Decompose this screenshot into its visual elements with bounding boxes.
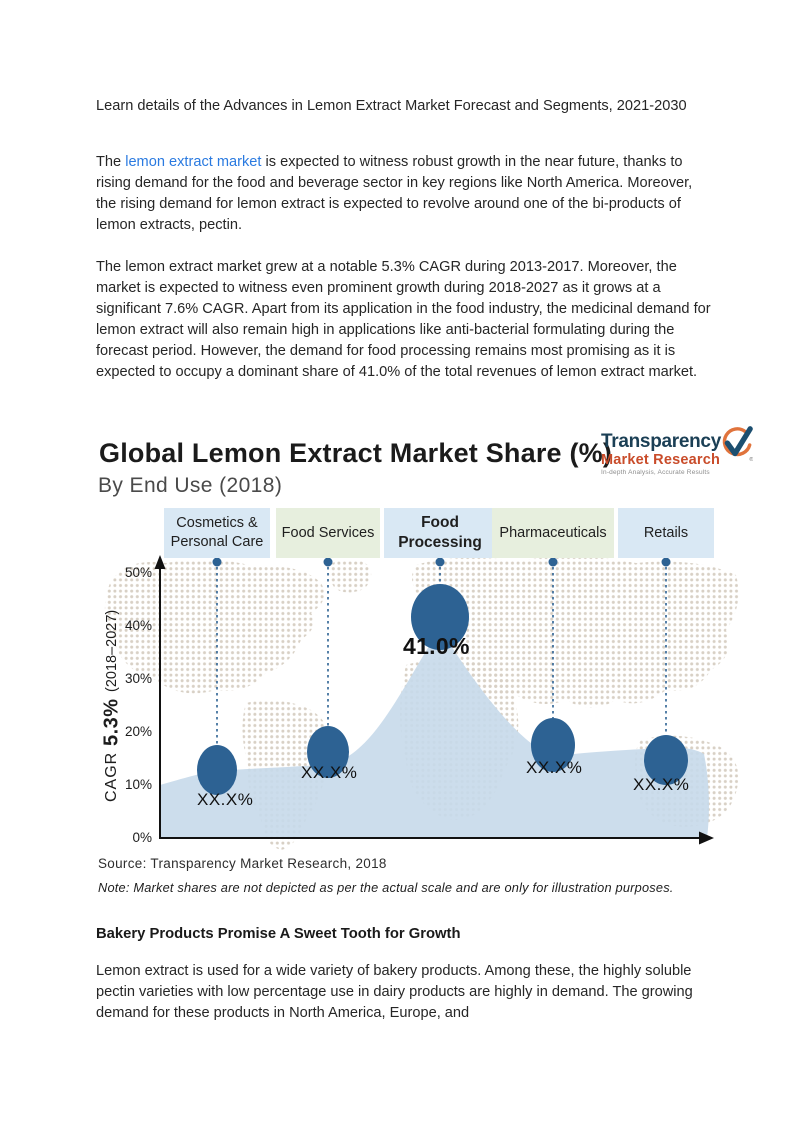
- paragraph-2: The lemon extract market grew at a notable 5.3% CAGR during 2013-2017. Moreover, the market is expected to witness even prominent growth during 2018-2027 as it grows at a significant 7.6% CAGR. Apart from its application in the food industry, the medicinal demand for lemon extract will also remain high in applications like anti-bacterial formulating during the forecast period. However, the demand for food processing remains most promising as it is expected to occupy a dominant share of 41.0% of the total revenues of lemon extract market.: [96, 259, 711, 380]
- paragraph-1-pre: The: [96, 154, 126, 170]
- y-tick-0: 0%: [132, 830, 152, 845]
- value-label-cosmetics: XX.X%: [197, 790, 254, 809]
- y-tick-30: 30%: [124, 671, 152, 686]
- logo-tagline: In-depth Analysis, Accurate Results: [601, 469, 710, 476]
- intro-heading: Learn details of the Advances in Lemon Extract Market Forecast and Segments, 2021-2030: [96, 98, 687, 114]
- y-tick-10: 10%: [124, 777, 152, 792]
- value-label-pharmaceuticals: XX.X%: [526, 758, 583, 777]
- value-label-food-processing: 41.0%: [403, 633, 470, 659]
- chart-title: Global Lemon Extract Market Share (%): [99, 438, 613, 468]
- value-label-retails: XX.X%: [633, 775, 690, 794]
- check-swoosh-icon: [715, 425, 753, 465]
- bubble-cosmetics: [197, 745, 237, 795]
- chip-food-services: Food Services: [276, 508, 380, 558]
- section-heading-bakery: Bakery Products Promise A Sweet Tooth for Growth: [96, 926, 461, 942]
- chip-food-processing: Food Processing: [384, 508, 496, 558]
- y-tick-20: 20%: [124, 724, 152, 739]
- chart-subtitle: By End Use (2018): [98, 474, 283, 497]
- value-label-food-services: XX.X%: [301, 763, 358, 782]
- chip-pharmaceuticals: Pharmaceuticals: [492, 508, 614, 558]
- chart-source: Source: Transparency Market Research, 2018: [98, 856, 387, 871]
- paragraph-1-post: is expected to witness robust growth in the near future, thanks to rising demand for the food and beverage sector in key regions like North America. Moreover, the rising demand for lemon extract is expected to revolve around one of the bi-products of lemon extracts, pectin.: [96, 154, 693, 233]
- y-axis-label: [94, 577, 130, 835]
- cagr-prefix: CAGR: [103, 751, 120, 803]
- chip-retails: Retails: [618, 508, 714, 558]
- lemon-extract-market-link[interactable]: lemon extract market: [125, 154, 262, 170]
- market-share-chart: [96, 505, 744, 857]
- logo-subname: Market Research: [601, 452, 721, 468]
- y-tick-50: 50%: [124, 565, 152, 580]
- y-tick-40: 40%: [124, 618, 152, 633]
- paragraph-1: [96, 152, 708, 236]
- chart-note: Note: Market shares are not depicted as per the actual scale and are only for illustration purposes.: [98, 880, 674, 895]
- paragraph-3: Lemon extract is used for a wide variety of bakery products. Among these, the highly soluble pectin varieties with low percentage use in dairy products are highly in demand. The growing demand for these products in North America, Europe, and: [96, 963, 693, 1021]
- chip-cosmetics-personal-care: Cosmetics & Personal Care: [164, 508, 270, 558]
- svg-text:®: ®: [749, 457, 753, 464]
- cagr-value: 5.3%: [100, 698, 123, 746]
- cagr-period: (2018–2027): [104, 609, 120, 693]
- tmr-logo: [601, 431, 791, 476]
- logo-name: Transparency: [601, 431, 721, 452]
